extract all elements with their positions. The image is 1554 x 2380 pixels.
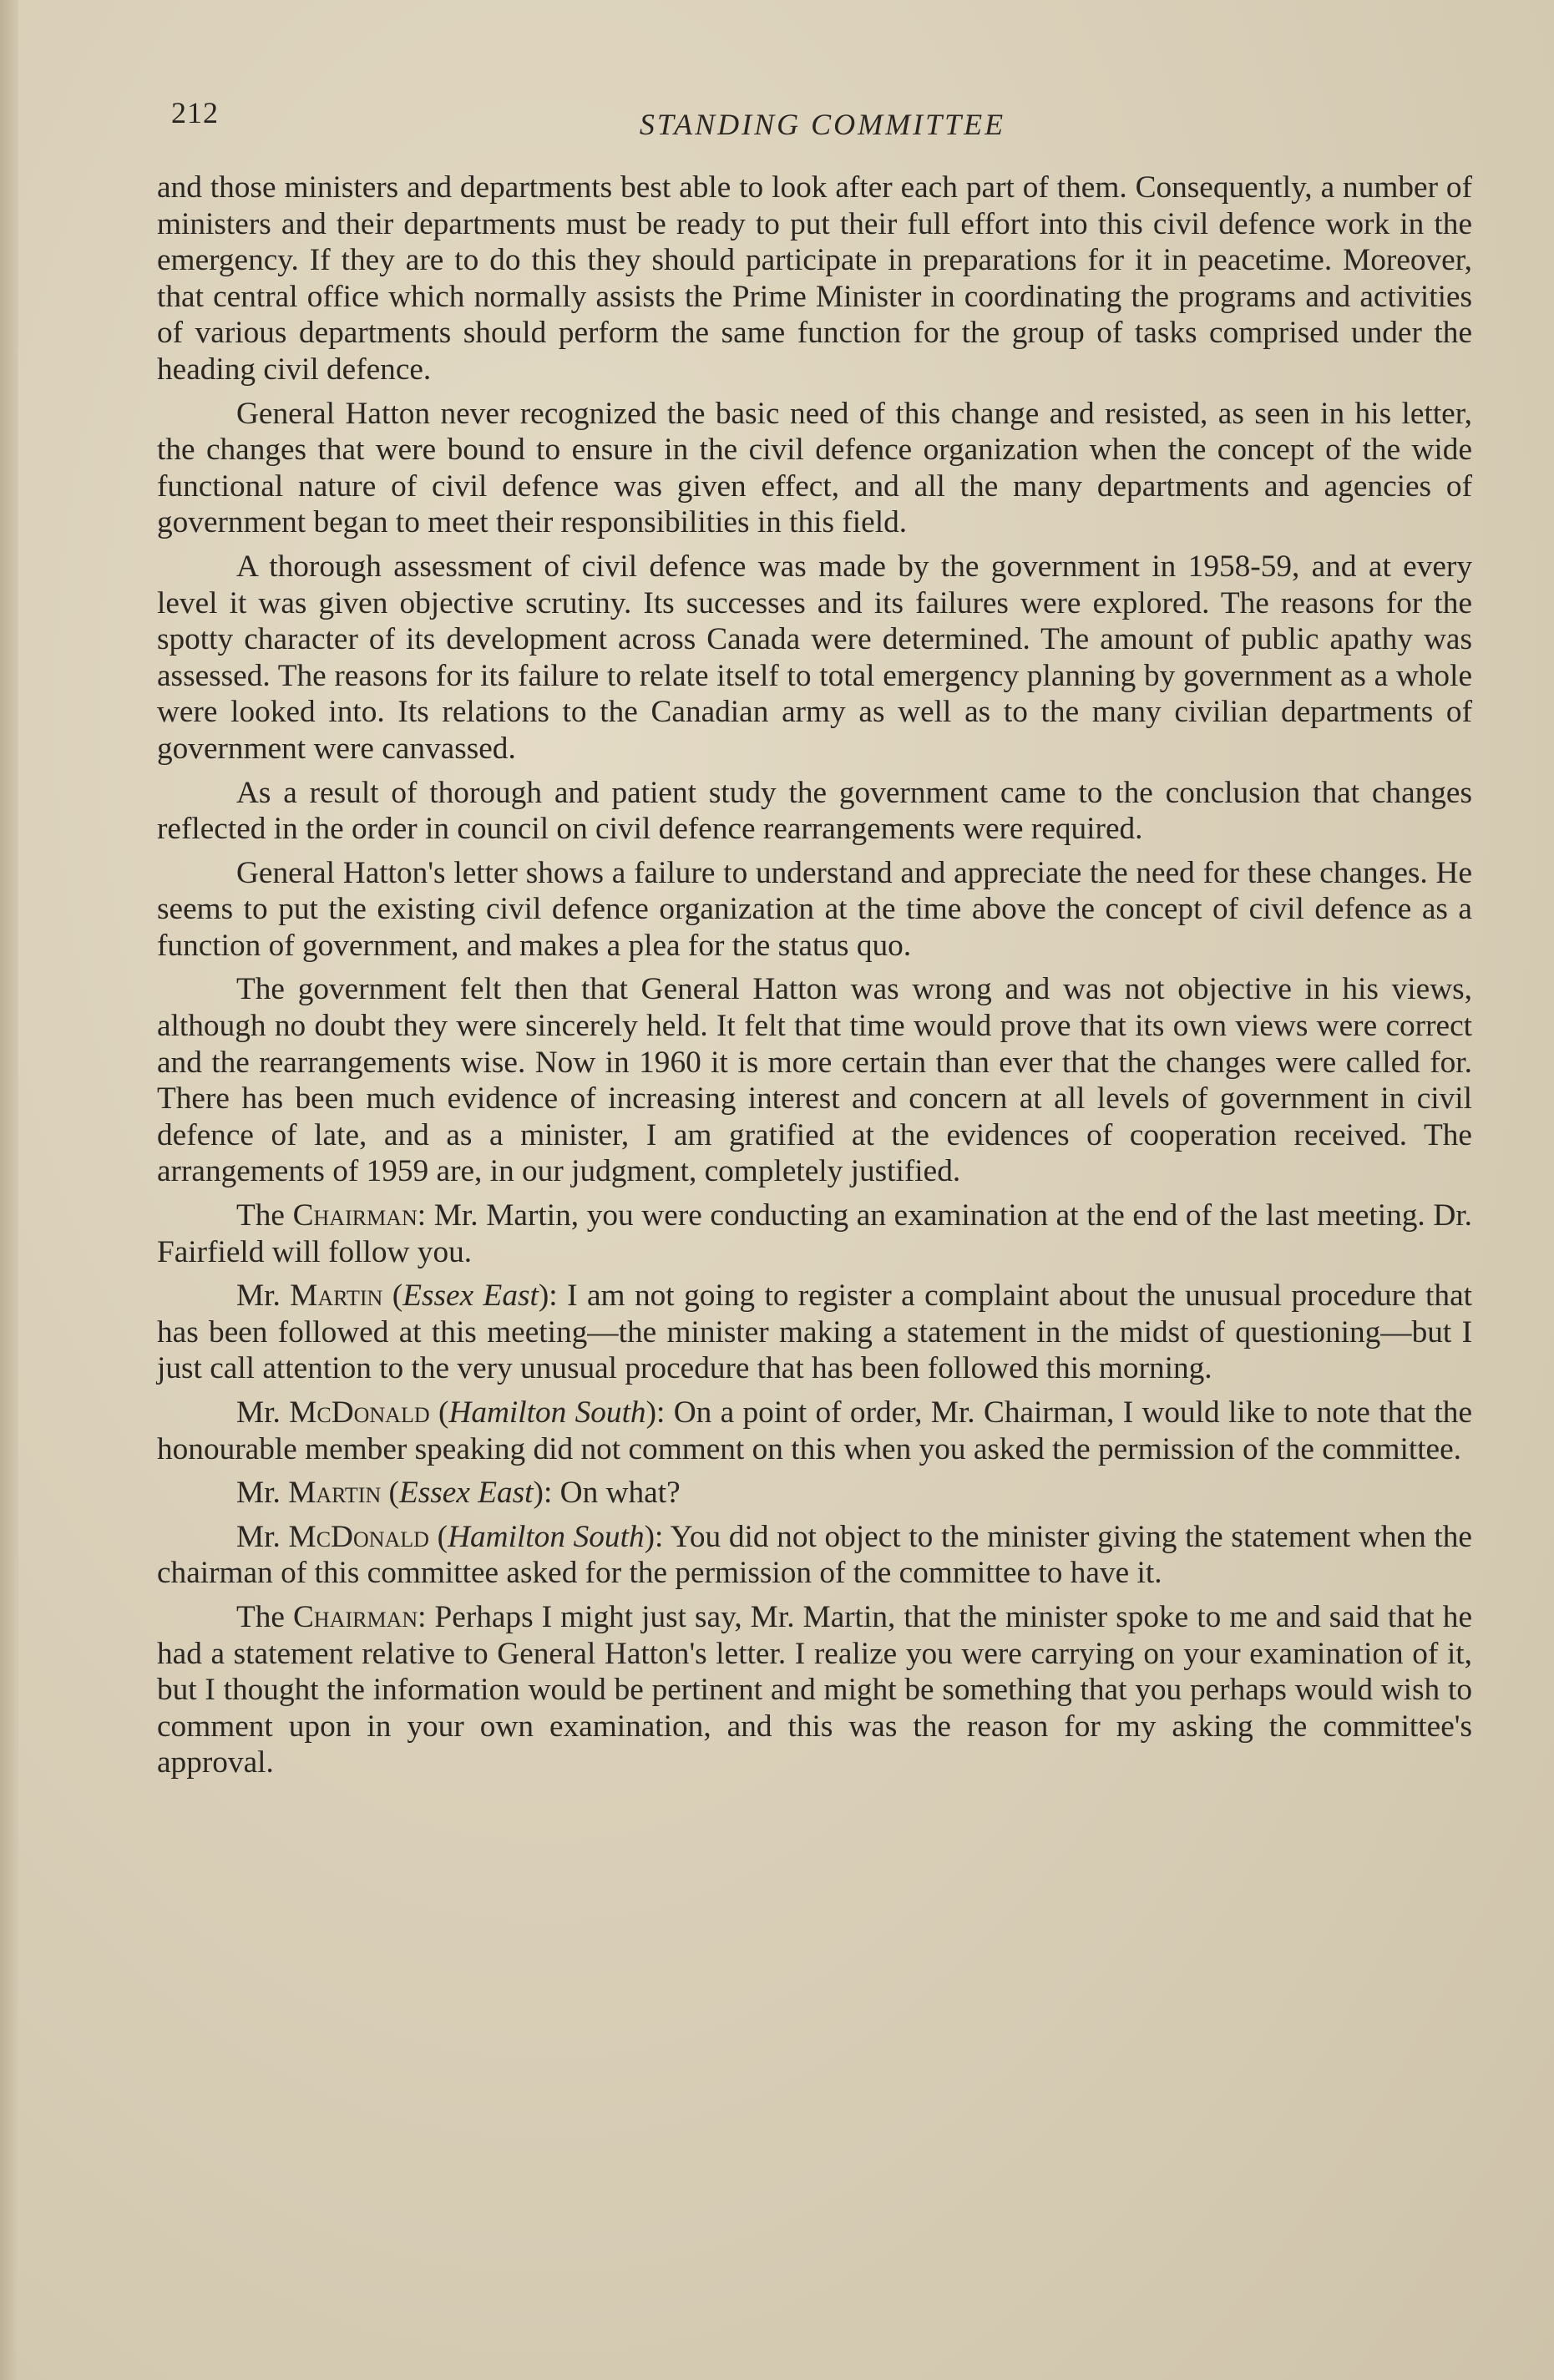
speaker-name: Chairman [292,1198,418,1233]
speaker-riding: Essex East [402,1279,539,1314]
speaker-riding: Hamilton South [448,1519,645,1554]
speech-paragraph: Mr. McDonald (Hamilton South): You did not object to the minister giving the statement when the chairman of this committee asked for the permission of the committee to have it. [157,1519,1472,1591]
speech-paragraph: The Chairman: Mr. Martin, you were conducting an examination at the end of the last meeting. Dr. Fairfield will follow you. [157,1198,1473,1269]
speech-text: On a point of order, Mr. Chairman, I would like to note that the honourable member speaking did not comment on this when you asked the permission of the committee. [157,1395,1473,1466]
paragraph: A thorough assessment of civil defence was made by the government in 1958-59, and at every level it was given objective scrutiny. Its successes and its failures were explored. The reasons for the spotty character of its development across Canada were determined. The amount of public apathy was assessed. The reasons for its failure to relate itself to total emergency planning by government as a whole were looked into. Its relations to the Canadian army as well as to the many civilian departments of government were canvassed. [157,549,1472,766]
page-header [171,92,1474,142]
paragraph: General Hatton's letter shows a failure to understand and appreciate the need for these changes. He seems to put the existing civil defence organization at the time above the concept of civil defence as a function of government, and makes a plea for the status quo. [157,855,1472,963]
speech-paragraph: Mr. Martin (Essex East): On what? [236,1476,681,1511]
speaker-prefix: The [236,1599,294,1634]
speaker-prefix: Mr. [236,1395,290,1430]
speaker-name: Chairman [293,1599,418,1634]
page-binding-edge [0,0,18,2380]
speaker-name: Martin [288,1476,382,1511]
page-number: 212 [171,96,219,129]
running-title: STANDING COMMITTEE [639,108,1006,141]
speaker-name: McDonald [289,1395,430,1430]
speaker-name: McDonald [288,1519,429,1554]
paragraph: The government felt then that General Hatton was wrong and was not objective in his views, although no doubt they were sincerely held. It felt that time would prove that its own views were correct and the rearrangements wise. Now in 1960 it is more certain than ever that the changes were called for. There has been much evidence of increasing interest and concern at all levels of government in civil defence of late, and as a minister, I am gratified at the evidences of cooperation received. The arrangements of 1959 are, in our judgment, completely justified. [157,972,1472,1189]
speaker-riding: Hamilton South [448,1395,646,1430]
paragraph: General Hatton never recognized the basic need of this change and resisted, as seen in his letter, the changes that were bound to ensure in the civil defence organization when the concept of the wide functional nature of civil defence was given effect, and all the many departments and agencies of government began to meet their responsibilities in this field. [157,396,1472,540]
speaker-prefix: Mr. [236,1279,291,1314]
speaker-name: Martin [290,1279,383,1314]
speech-text: Mr. Martin, you were conducting an examination at the end of the last meeting. Dr. Fairfield will follow you. [157,1198,1473,1269]
speech-paragraph: The Chairman: Perhaps I might just say, Mr. Martin, that the minister spoke to me and said that he had a statement relative to General Hatton's letter. I realize you were carrying on your examination of it, but I thought the information would be pertinent and might be something that you perhaps would wish to comment upon in your own examination, and this was the reason for my asking the committee's approval. [157,1599,1472,1780]
speaker-prefix: Mr. [236,1519,289,1554]
paragraph: and those ministers and departments best able to look after each part of them. Consequently, a number of ministers and their departments must be ready to put their full effort into this civil defence work in the emergency. If they are to do this they should participate in preparations for it in peacetime. Moreover, that central office which normally assists the Prime Minister in coordinating the programs and activities of various departments should perform the same function for the group of tasks comprised under the heading civil defence. [157,170,1472,387]
speech-paragraph: Mr. McDonald (Hamilton South): On a point of order, Mr. Chairman, I would like to note that the honourable member speaking did not comment on this when you asked the permission of the committee. [157,1395,1473,1466]
speaker-prefix: Mr. [236,1476,289,1511]
speech-text: You did not object to the minister giving the statement when the chairman of this committee asked for the permission of the committee to have it. [157,1519,1472,1591]
speaker-prefix: The [236,1198,293,1233]
speaker-riding: Essex East [398,1476,534,1511]
speech-paragraph: Mr. Martin (Essex East): I am not going to register a complaint about the unusual procedure that has been followed at this meeting—the minister making a statement in the midst of questioning—but I just call attention to the very unusual procedure that has been followed this morning. [157,1279,1472,1386]
body-text [157,170,1472,1789]
speech-text: Perhaps I might just say, Mr. Martin, that the minister spoke to me and said that he had a statement relative to General Hatton's letter. I realize you were carrying on your examination of it, but I thought the information would be pertinent and might be something that you perhaps would wish to comment upon in your own examination, and this was the reason for my asking the committee's approval. [157,1599,1472,1780]
speech-text: On what? [559,1476,681,1511]
paragraph: As a result of thorough and patient study the government came to the conclusion that changes reflected in the order in council on civil defence rearrangements were required. [157,775,1472,847]
speech-text: I am not going to register a complaint about the unusual procedure that has been followed at this meeting—the minister making a statement in the midst of questioning—but I just call attention to the very unusual procedure that has been followed this morning. [157,1279,1472,1386]
